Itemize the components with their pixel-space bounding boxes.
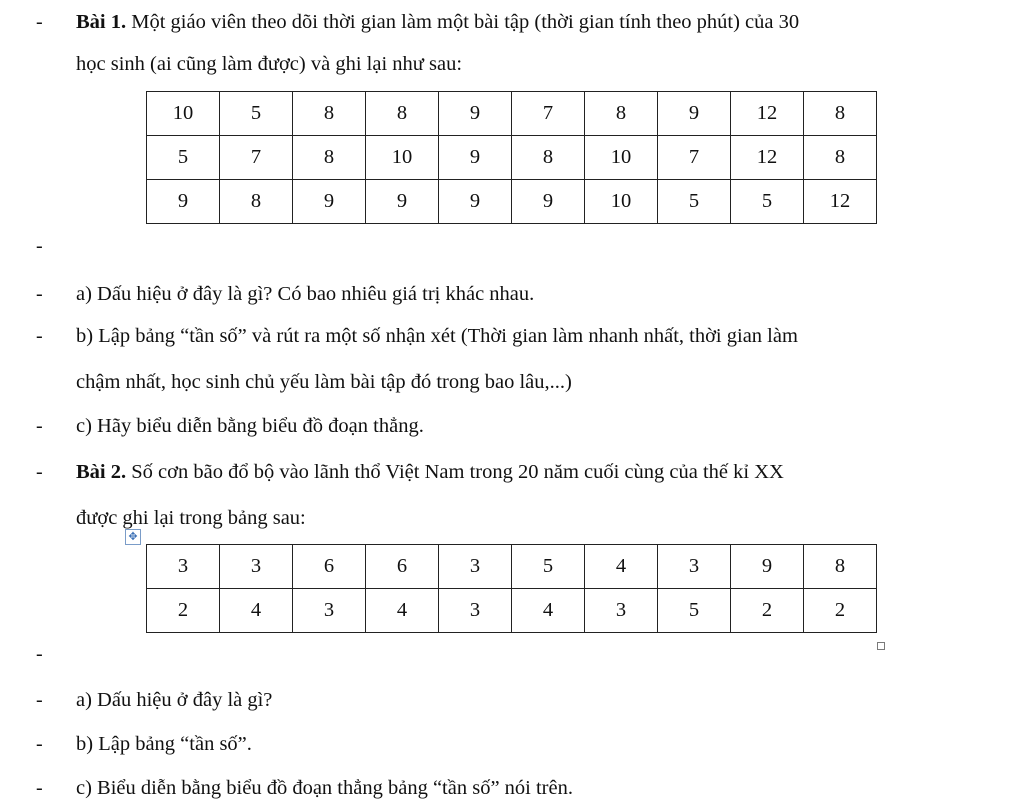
table-cell: 8 bbox=[220, 180, 293, 224]
bai1-question-b bbox=[0, 318, 1024, 354]
bai1-title: Bài 1. bbox=[76, 11, 127, 33]
list-bullet: - bbox=[36, 283, 43, 305]
table-cell: 12 bbox=[804, 180, 877, 224]
bai2-intro-part1: Số cơn bão đổ bộ vào lãnh thổ Việt Nam trong 20 năm cuối cùng của thế kỉ XX bbox=[126, 461, 784, 483]
list-bullet: - bbox=[36, 461, 43, 483]
table-cell: 8 bbox=[366, 92, 439, 136]
bai2-question-a-text: a) Dấu hiệu ở đây là gì? bbox=[76, 689, 273, 711]
table-cell: 10 bbox=[585, 180, 658, 224]
table-cell: 2 bbox=[804, 589, 877, 633]
bai1-intro-line2 bbox=[0, 46, 1024, 82]
table-move-handle-icon[interactable]: ✥ bbox=[125, 529, 141, 545]
bai2-intro-line1 bbox=[0, 454, 1024, 490]
table-cell: 3 bbox=[585, 589, 658, 633]
table-cell: 9 bbox=[147, 180, 220, 224]
table-cell: 3 bbox=[147, 545, 220, 589]
bai2-question-a bbox=[0, 682, 1024, 718]
bai1-data-table bbox=[146, 91, 877, 224]
list-bullet: - bbox=[36, 689, 43, 711]
table-cell: 9 bbox=[658, 92, 731, 136]
table-cell: 3 bbox=[439, 589, 512, 633]
table-cell: 8 bbox=[804, 545, 877, 589]
table-cell: 8 bbox=[585, 92, 658, 136]
bai2-question-b-text: b) Lập bảng “tần số”. bbox=[76, 733, 252, 755]
bai1-question-b-text2: chậm nhất, học sinh chủ yếu làm bài tập đó trong bao lâu,...) bbox=[76, 371, 572, 393]
table-cell: 5 bbox=[658, 589, 731, 633]
table-cell: 7 bbox=[658, 136, 731, 180]
bai2-title: Bài 2. bbox=[76, 461, 127, 483]
table-cell: 9 bbox=[439, 136, 512, 180]
bai2-intro-part2: được ghi lại trong bảng sau: bbox=[76, 507, 306, 529]
list-bullet: - bbox=[36, 733, 43, 755]
table-cell: 10 bbox=[147, 92, 220, 136]
table-cell: 8 bbox=[512, 136, 585, 180]
table-row bbox=[147, 589, 877, 633]
table-cell: 8 bbox=[293, 136, 366, 180]
table-cell: 5 bbox=[658, 180, 731, 224]
table-cell: 4 bbox=[512, 589, 585, 633]
table-row bbox=[147, 545, 877, 589]
table-cell: 9 bbox=[439, 92, 512, 136]
empty-bullet-line bbox=[0, 636, 1024, 672]
table-cell: 3 bbox=[293, 589, 366, 633]
table-cell: 10 bbox=[366, 136, 439, 180]
table-cell: 3 bbox=[220, 545, 293, 589]
empty-bullet-line bbox=[0, 228, 1024, 264]
table-cell: 4 bbox=[220, 589, 293, 633]
table-row bbox=[147, 92, 877, 136]
bai2-data-table bbox=[146, 544, 877, 633]
bai1-question-c-text: c) Hãy biểu diễn bằng biểu đồ đoạn thẳng. bbox=[76, 415, 424, 437]
table-cell: 2 bbox=[731, 589, 804, 633]
table-cell: 5 bbox=[220, 92, 293, 136]
table-cell: 5 bbox=[147, 136, 220, 180]
bai1-intro-part2: học sinh (ai cũng làm được) và ghi lại như sau: bbox=[76, 53, 463, 75]
table-cell: 2 bbox=[147, 589, 220, 633]
bai2-question-b bbox=[0, 726, 1024, 762]
table-cell: 3 bbox=[439, 545, 512, 589]
bai2-question-c-text: c) Biểu diễn bằng biểu đồ đoạn thẳng bảng “tần số” nói trên. bbox=[76, 777, 573, 799]
table-cell: 9 bbox=[512, 180, 585, 224]
bai2-intro-line2 bbox=[0, 500, 1024, 536]
table-cell: 4 bbox=[366, 589, 439, 633]
bai1-question-b-cont bbox=[0, 364, 1024, 400]
table-cell: 10 bbox=[585, 136, 658, 180]
list-bullet: - bbox=[36, 415, 43, 437]
bai1-question-a-text: a) Dấu hiệu ở đây là gì? Có bao nhiêu giá trị khác nhau. bbox=[76, 283, 535, 305]
table-cell: 4 bbox=[585, 545, 658, 589]
table-cell: 9 bbox=[731, 545, 804, 589]
table-cell: 8 bbox=[804, 136, 877, 180]
table-cell: 8 bbox=[804, 92, 877, 136]
list-bullet: - bbox=[36, 777, 43, 799]
table-cell: 9 bbox=[366, 180, 439, 224]
bai2-question-c bbox=[0, 770, 1024, 806]
bai2-intro-text bbox=[76, 454, 784, 490]
table-cell: 12 bbox=[731, 136, 804, 180]
bai1-intro-part1: Một giáo viên theo dõi thời gian làm một bài tập (thời gian tính theo phút) của 30 bbox=[126, 11, 800, 33]
bai1-question-a bbox=[0, 276, 1024, 312]
bai1-intro-text bbox=[76, 4, 799, 40]
table-cell: 3 bbox=[658, 545, 731, 589]
table-cell: 6 bbox=[293, 545, 366, 589]
table-cell: 9 bbox=[293, 180, 366, 224]
list-bullet: - bbox=[36, 235, 43, 257]
table-cell: 7 bbox=[512, 92, 585, 136]
bai1-question-b-text1: b) Lập bảng “tần số” và rút ra một số nhận xét (Thời gian làm nhanh nhất, thời gian làm bbox=[76, 325, 798, 347]
list-bullet: - bbox=[36, 643, 43, 665]
table-cell: 9 bbox=[439, 180, 512, 224]
table-cell: 5 bbox=[731, 180, 804, 224]
table-cell: 6 bbox=[366, 545, 439, 589]
table-cell: 8 bbox=[293, 92, 366, 136]
table-row bbox=[147, 136, 877, 180]
table-row bbox=[147, 180, 877, 224]
list-bullet: - bbox=[36, 325, 43, 347]
list-bullet: - bbox=[36, 11, 43, 33]
bai1-intro-line1 bbox=[0, 4, 1024, 40]
table-cell: 7 bbox=[220, 136, 293, 180]
bai1-question-c bbox=[0, 408, 1024, 444]
table-cell: 5 bbox=[512, 545, 585, 589]
table-cell: 12 bbox=[731, 92, 804, 136]
